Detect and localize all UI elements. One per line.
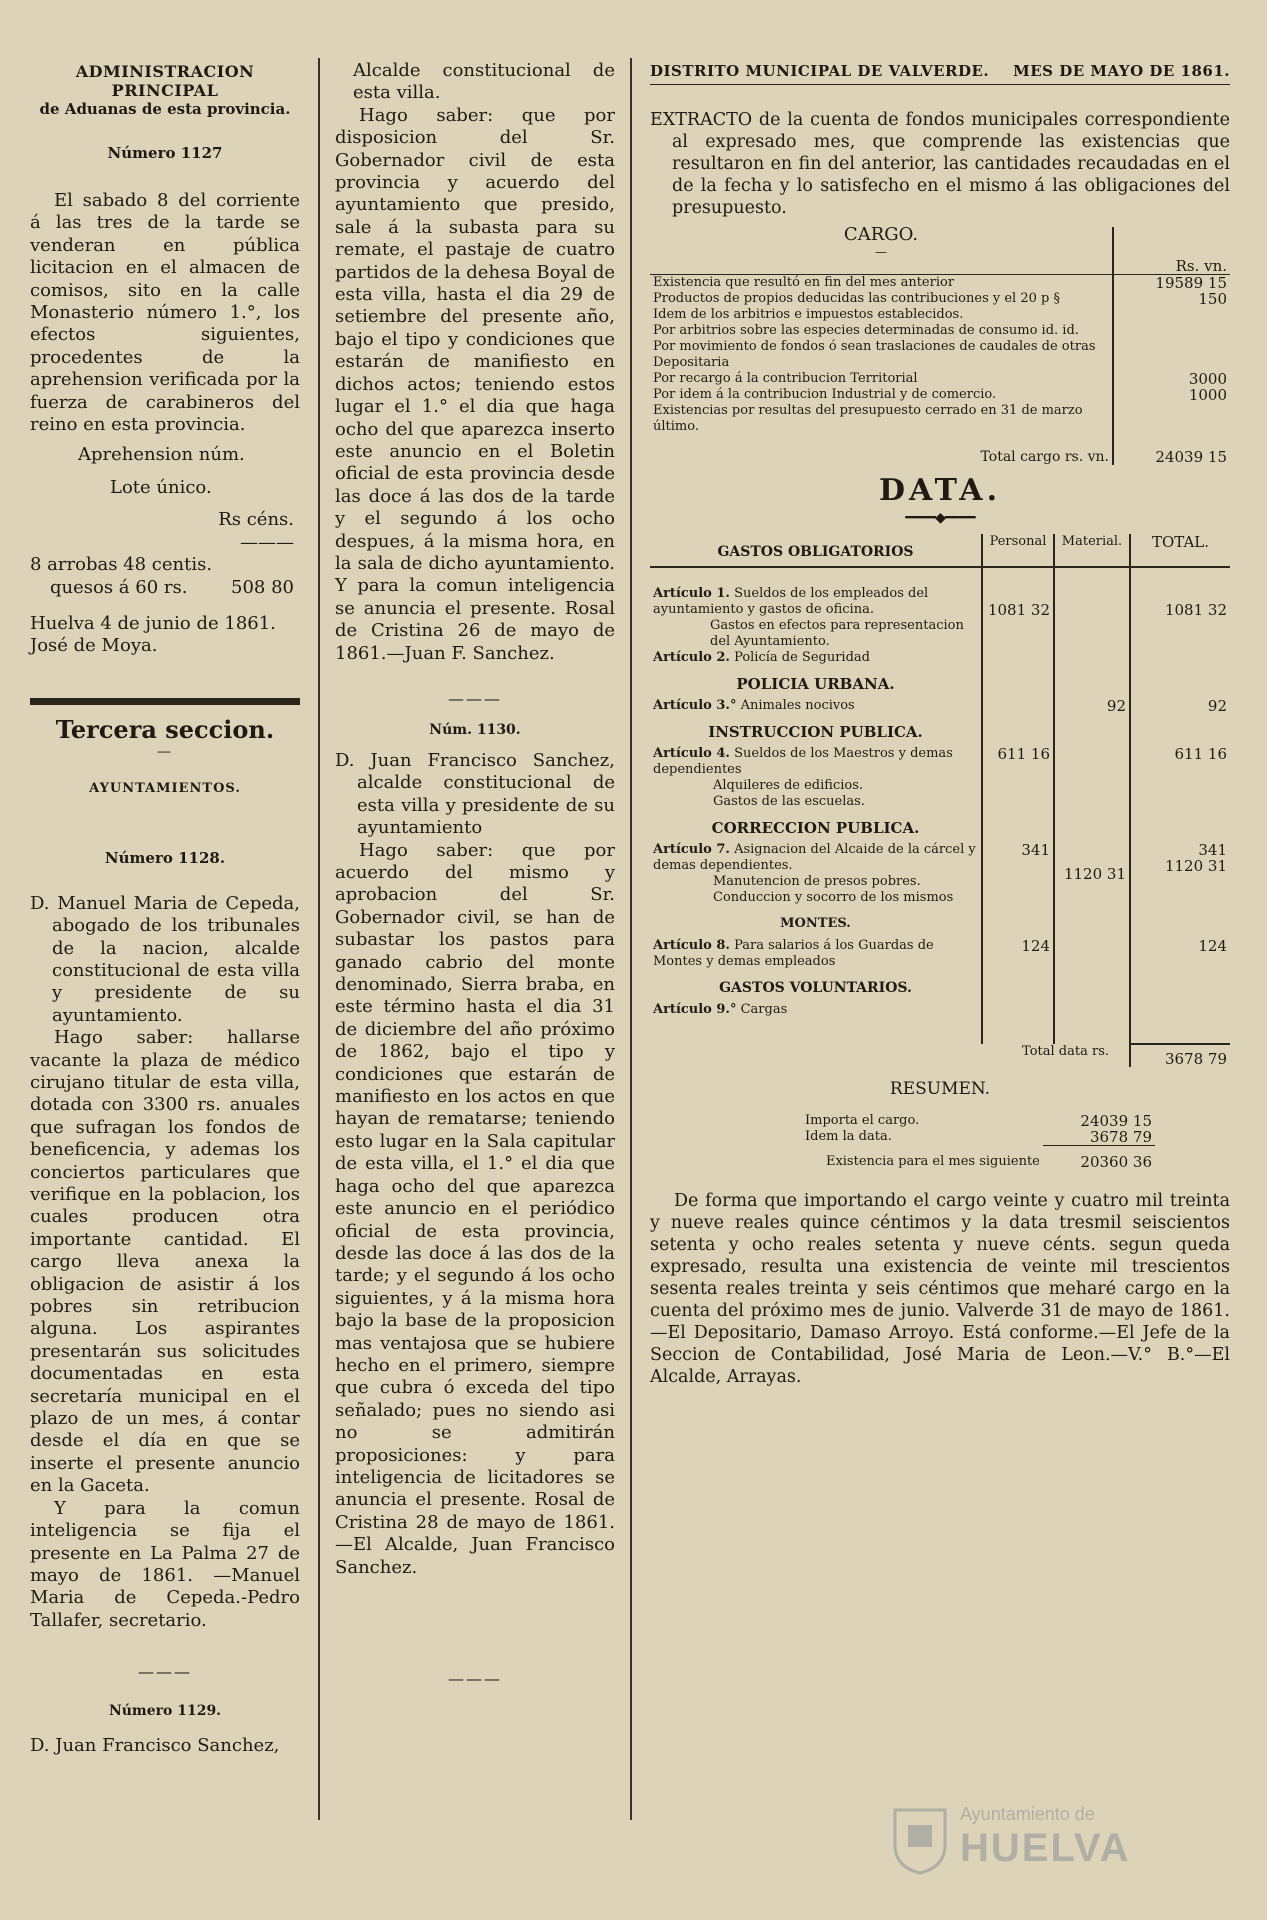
cargo-row-label: Por idem á la contribucion Industrial y de comercio.	[653, 387, 997, 402]
separator: ———	[448, 1669, 502, 1688]
place-date: Huelva 4 de junio de 1861.	[30, 612, 276, 634]
notice-line: Aprehension núm.	[78, 444, 245, 466]
notice-body: El sabado 8 del corriente á las tres de la tarde se venderan en pública licitacion en el almacen de comisos, sito en la calle Monasterio número 1.°, los efectos siguientes, procedentes de la aprehension verificada por la fuerza de carabineros del reino en esta provincia.	[30, 190, 300, 436]
item-label: quesos á 60 rs.	[50, 576, 188, 598]
admin-title: ADMINISTRACION PRINCIPAL	[75, 62, 255, 100]
voluntarios-heading: GASTOS VOLUNTARIOS.	[719, 980, 912, 996]
table-row	[650, 275, 1230, 292]
table-row: Artículo 8. Para salarios á los Guardas de Montes y demas empleados 124 124	[650, 938, 1230, 970]
column-divider	[318, 58, 320, 1820]
section-title: Tercera seccion.	[55, 714, 275, 744]
watermark-line2: HUELVA	[960, 1826, 1131, 1870]
item-line: 8 arrobas 48 centis.	[30, 554, 213, 576]
table-row: Artículo 4. Sueldos de los Maestros y demas dependientes Alquileres de edificios. Gastos de las escuelas. 611 16 611 16	[650, 746, 1230, 810]
table-row: Artículo 2. Policía de Seguridad	[650, 650, 1230, 666]
table-row	[650, 291, 1230, 307]
resumen-title: RESUMEN.	[889, 1079, 991, 1099]
notice-heading: D. Manuel Maria de Cepeda, abogado de los tribunales de la nacion, alcalde constitucional de esta villa y presidente de su ayuntamiento.	[30, 892, 300, 1026]
cargo-row-value: 3000	[1113, 371, 1230, 387]
notice-number: Número 1127	[107, 144, 223, 162]
cargo-unit: Rs. vn.	[1113, 227, 1230, 275]
table-row: Existencia para el mes siguiente 20360 36	[825, 1153, 1152, 1171]
section-rule	[30, 698, 300, 705]
account-intro: EXTRACTO de la cuenta de fondos municipales correspondiente al expresado mes, que comprende las existencias que resultaron en fin del anterior, las cantidades recaudadas en el de la fecha y lo satisfecho en el mismo á las obligaciones del presupuesto.	[650, 110, 1230, 218]
table-row	[650, 339, 1230, 371]
data-total-label: Total data rs.	[1022, 1044, 1109, 1059]
notice-line: Lote único.	[110, 476, 212, 498]
resumen-table	[725, 1113, 1155, 1170]
month-label: MES DE MAYO DE 1861.	[1013, 62, 1230, 80]
cargo-total-value: 24039 15	[1113, 435, 1230, 465]
cargo-row-label: Por movimiento de fondos ó sean traslaciones de caudales de otras Depositaria	[653, 339, 1096, 370]
cargo-row-value	[1113, 403, 1230, 435]
signature: José de Moya.	[30, 635, 158, 657]
admin-subtitle: de Aduanas de esta provincia.	[39, 100, 291, 118]
notice-body: Hago saber: que por disposicion del Sr. Gobernador civil de esta provincia y acuerdo del ayuntamiento que presido, sale á la subasta para su remate, el pastaje de cuatro partidos de la dehesa Boyal de esta villa, hasta el dia 29 de setiembre del presente año, bajo el tipo y condiciones que estarán de manifiesto en dichos actos; teniendo estos lugar el 1.° el dia que haga ocho del que aparezca inserto este anuncio en el Boletin oficial de esta provincia desde las doce á las dos de la tarde y el segundo á los ocho despues, á la misma hora, en la sala de dicho ayuntamiento. Y para la comun inteligencia se anuncia el presente. Rosal de Cristina 26 de mayo de 1861.—Juan F. Sanchez.	[335, 104, 616, 664]
separator: ———	[138, 1662, 192, 1682]
cargo-row-label: Productos de propios deducidas las contribuciones y el 20 p §	[653, 291, 1060, 306]
seal-icon	[890, 1805, 950, 1875]
separator: ———	[448, 688, 502, 708]
montes-heading: MONTES.	[780, 916, 851, 931]
data-title: DATA.	[878, 473, 1002, 508]
item-row	[30, 577, 300, 599]
policia-urbana-heading: POLICIA URBANA.	[736, 675, 895, 693]
cargo-total-label: Total cargo rs. vn.	[980, 449, 1109, 465]
table-row	[650, 403, 1230, 435]
notice-body: Y para la comun inteligencia se fija el presente en La Palma 27 de mayo de 1861. —Manuel Maria de Cepeda.-Pedro Tallafer, secretario.	[30, 1497, 300, 1631]
item-value: 508 80	[231, 576, 294, 598]
notice-heading: D. Juan Francisco Sanchez,	[30, 1735, 280, 1757]
cargo-table	[650, 224, 1230, 466]
table-row	[650, 387, 1230, 403]
cargo-row-value	[1113, 339, 1230, 371]
watermark	[890, 1800, 1190, 1880]
cargo-rows	[650, 275, 1230, 436]
notice-number: Número 1128.	[104, 848, 226, 867]
data-total-value: 3678 79	[1130, 1044, 1230, 1067]
closing-statement: De forma que importando el cargo veinte y cuatro mil treinta y nueve reales quince céntimos y la data tresmil seiscientos setenta y ocho reales setenta y nueve cénts. segun queda expresado, resulta una existencia de veinte mil trescientos sesenta reales treinta y seis céntimos que meharé cargo en la cuenta del próximo mes de junio. Valverde 31 de mayo de 1861.—El Depositario, Damaso Arroyo. Está conforme.—El Jefe de la Seccion de Contabilidad, José Maria de Leon.—V.° B.°—El Alcalde, Arrayas.	[650, 1191, 1230, 1387]
table-row	[650, 1044, 1230, 1067]
cargo-row-label: Existencias por resultas del presupuesto cerrado en 31 de marzo último.	[653, 403, 1083, 434]
district-header	[650, 62, 1230, 85]
table-row: Artículo 7. Asignacion del Alcaide de la cárcel y demas dependientes. Manutencion de presos pobres. Conduccion y socorro de los mismos 341 1120 31 341 1120 31	[650, 842, 1230, 906]
gastos-obligatorios-heading: GASTOS OBLIGATORIOS	[650, 534, 982, 567]
short-rule: ———	[240, 531, 294, 553]
table-row: Artículo 9.° Cargas	[650, 1002, 1230, 1018]
district-name: DISTRITO MUNICIPAL DE VALVERDE.	[650, 62, 990, 80]
cargo-row-value: 1000	[1113, 387, 1230, 403]
instruccion-heading: INSTRUCCION PUBLICA.	[708, 723, 923, 741]
table-row	[650, 307, 1230, 323]
data-table	[650, 534, 1230, 1067]
cargo-row-value	[1113, 323, 1230, 339]
table-row: Artículo 3.° Animales nocivos 92 92	[650, 698, 1230, 714]
column-heading: Rs céns.	[218, 509, 294, 531]
section-subtitle: AYUNTAMIENTOS.	[89, 780, 241, 796]
cargo-row-label: Idem de los arbitrios e impuestos establecidos.	[653, 307, 964, 322]
notice-number: Núm. 1130.	[429, 721, 521, 738]
column-material: Material.	[1054, 534, 1130, 567]
table-row	[650, 371, 1230, 387]
column-left	[30, 0, 300, 1758]
column-total: TOTAL.	[1130, 534, 1230, 567]
cargo-row-label: Por recargo á la contribucion Territorial	[653, 371, 918, 386]
ornament: ━━━━◆━━━━	[905, 510, 975, 526]
cargo-row-value: 150	[1113, 291, 1230, 307]
cargo-row-value	[1113, 307, 1230, 323]
notice-body: Hago saber: que por acuerdo del mismo y aprobacion del Sr. Gobernador civil, se han de subastar los pastos para ganado cabrio del monte denominado, Sierra braba, en este término hasta el dia 31 de diciembre del año próximo de 1862, bajo el tipo y condiciones que estarán de manifiesto en los actos en que hayan de rematarse; teniendo esto lugar en la Sala capitular de esta villa, el 1.° el dia que haga ocho del que aparezca este anuncio en el periódico oficial de esta provincia, desde las doce á las dos de la tarde; y el segundo á los ocho siguientes, y á la misma hora bajo la base de la proposicion mas ventajosa que se hubiere hecho en el primero, siempre que cubra ó exceda del tipo señalado; pues no siendo asi no se admitirán proposiciones: y para inteligencia de licitadores se anuncia el presente. Rosal de Cristina 28 de mayo de 1861.—El Alcalde, Juan Francisco Sanchez.	[335, 839, 615, 1578]
correccion-heading: CORRECCION PUBLICA.	[711, 819, 920, 837]
cargo-row-value: 19589 15	[1113, 275, 1230, 292]
column-personal: Personal	[982, 534, 1054, 567]
notice-body: Hago saber: hallarse vacante la plaza de médico cirujano titular de esta villa, dotada con 3300 rs. anuales que sufragan los fondos de beneficencia, y ademas los conciertos particulares que verifique en la poblacion, los cuales producen otra importante cantidad. El cargo lleva anexa la obligacion de asistir á los pobres sin retribucion alguna. Los aspirantes presentarán sus solicitudes documentadas en esta secretaría municipal en el plazo de un mes, á contar desde el día en que se inserte el presente anuncio en la Gaceta.	[30, 1027, 300, 1497]
column-divider	[630, 58, 632, 1820]
table-row: Gastos en efectos para representacion del Ayuntamiento.	[650, 618, 1230, 650]
table-row: Idem la data. 3678 79	[725, 1129, 1155, 1146]
cargo-title: CARGO. —	[843, 224, 919, 259]
table-row	[650, 323, 1230, 339]
column-middle	[335, 0, 615, 1688]
cargo-row-label: Existencia que resultó en fin del mes anterior	[650, 275, 1113, 292]
notice-number: Número 1129.	[108, 1703, 222, 1720]
watermark-line1: Ayuntamiento de	[960, 1804, 1095, 1824]
notice-heading: D. Juan Francisco Sanchez, alcalde constitucional de esta villa y presidente de su ayuntamiento	[335, 749, 615, 839]
table-row: Importa el cargo. 24039 15	[805, 1112, 1152, 1130]
cargo-row-label: Por arbitrios sobre las especies determinadas de consumo id. id.	[653, 323, 1079, 338]
table-row: Artículo 1. Sueldos de los empleados del ayuntamiento y gastos de oficina. 1081 32 1081 32	[650, 586, 1230, 618]
ornament: —	[157, 743, 173, 760]
notice-heading: Alcalde constitucional de esta villa.	[353, 60, 615, 104]
column-right	[650, 0, 1230, 1388]
